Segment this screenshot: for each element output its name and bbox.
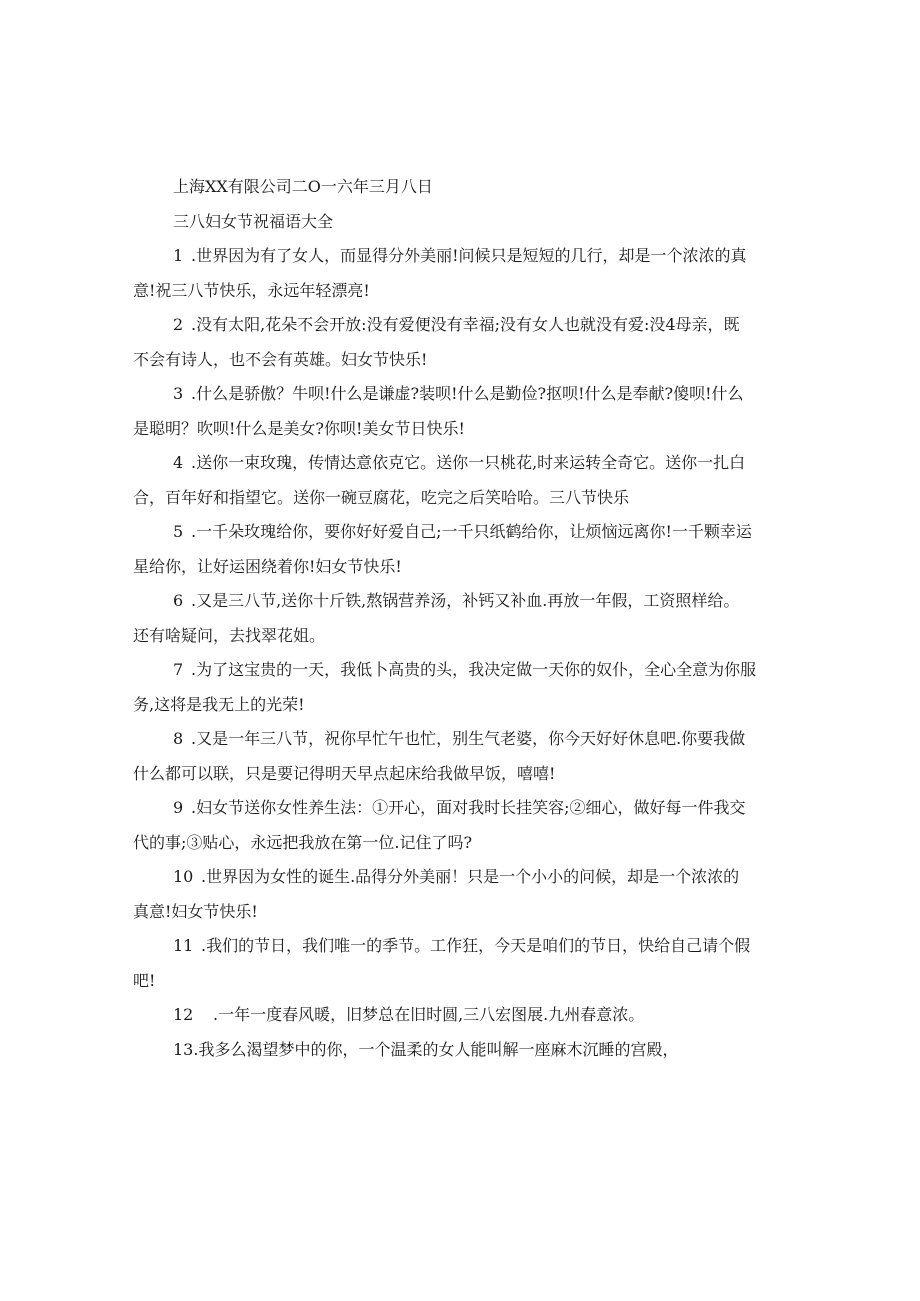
item-text-line1: .什么是骄傲？牛呗!什么是谦虚?装呗!什么是勤俭?抠呗!什么是奉献?傻呗!什么 [191,384,744,403]
item-number: 13. [173,1039,199,1059]
item-text-line1: .世界因为女性的诞生.品得分外美丽！只是一个小小的问候，却是一个浓浓的 [201,867,740,886]
item-number: 12 [173,1005,194,1024]
document-body [133,170,787,1067]
item-text-line2: 是聪明？吹呗!什么是美女?你呗!美女节日快乐! [133,418,465,438]
item-number: 3 [173,384,184,403]
list-item [133,1033,787,1068]
item-text-line1: .我们的节日，我们唯一的季节。工作狂，今天是咱们的节日，快给自己请个假 [201,936,751,955]
item-number: 6 [173,591,184,610]
item-text-line1: .一年一度春风暖，旧梦总在旧时圆,三八宏图展.九州春意浓。 [213,1005,645,1024]
item-number: 8 [173,729,184,748]
item-text-line1: .为了这宝贵的一天，我低卜高贵的头，我决定做一天你的奴仆，全心全意为你服 [191,660,757,679]
item-number: 7 [173,660,184,679]
header-line: 上海XX有限公司二O一六年三月八日 [173,177,433,196]
list-item [133,584,787,653]
list-item [133,998,787,1033]
item-number: 4 [173,453,184,472]
item-text-line2: 代的事;③贴心，永远把我放在第一位.记住了吗? [133,832,473,852]
list-item [133,446,787,515]
item-text-line1: .送你一束玫瑰，传情达意依克它。送你一只桃花,时来运转全奇它。送你一扎白 [191,453,746,472]
list-item [133,653,787,722]
list-item [133,791,787,860]
list-item [133,377,787,446]
item-text-line1: .世界因为有了女人，而显得分外美丽!问候只是短短的几行，却是一个浓浓的真 [191,246,747,265]
list-item [133,515,787,584]
item-text-line2: 务,这将是我无上的光荣! [133,694,305,714]
item-text-line2: 星给你，让好运困绕着你!妇女节快乐! [133,556,402,576]
document-title: 三八妇女节祝福语大全 [173,211,334,231]
item-text-line1: .没有太阳,花朵不会开放:没有爱便没有幸福;没有女人也就没有爱:没4母亲，既 [191,315,740,334]
item-text-line2: 还有啥疑问，去找翠花姐。 [133,625,326,645]
list-item [133,929,787,998]
item-number: 11 [173,936,194,955]
item-number: 1 [173,246,184,265]
item-number: 2 [173,315,184,334]
item-text-line1: .一千朵玫瑰给你，要你好好爱自己;一千只纸鹤给你，让烦恼远离你!一千颗幸运 [191,522,752,541]
item-text-line1: .又是一年三八节，祝你早忙午也忙，别生气老婆，你今天好好休息吧.你要我做 [191,729,746,748]
item-number: 10 [173,867,194,886]
list-item [133,722,787,791]
list-item [133,308,787,377]
item-text-line1: 我多么渴望梦中的你，一个温柔的女人能叫解一座麻木沉睡的宫殿， [198,1039,679,1059]
item-number: 5 [173,522,184,541]
item-text-line1: .妇女节送你女性养生法：①开心，面对我时长挂笑容;②细心，做好每一件我交 [191,798,746,817]
list-item [133,239,787,308]
item-text-line2: 真意!妇女节快乐! [133,901,258,921]
item-text-line2: 意!祝三八节快乐，永远年轻漂亮! [133,280,370,300]
item-text-line2: 什么都可以联，只是要记得明天早点起床给我做早饭，嘻嘻! [133,763,556,783]
item-text-line1: .又是三八节,送你十斤铁,熬锅营养汤，补钙又补血.再放一年假，工资照样给。 [191,591,740,610]
item-text-line2: 合，百年好和指望它。送你一碗豆腐花，吃完之后笑哈哈。三八节快乐 [133,487,630,507]
item-text-line2: 不会有诗人，也不会有英雄。妇女节快乐! [133,349,428,369]
item-number: 9 [173,798,184,817]
item-text-line2: 吧! [133,970,156,990]
list-item [133,860,787,929]
